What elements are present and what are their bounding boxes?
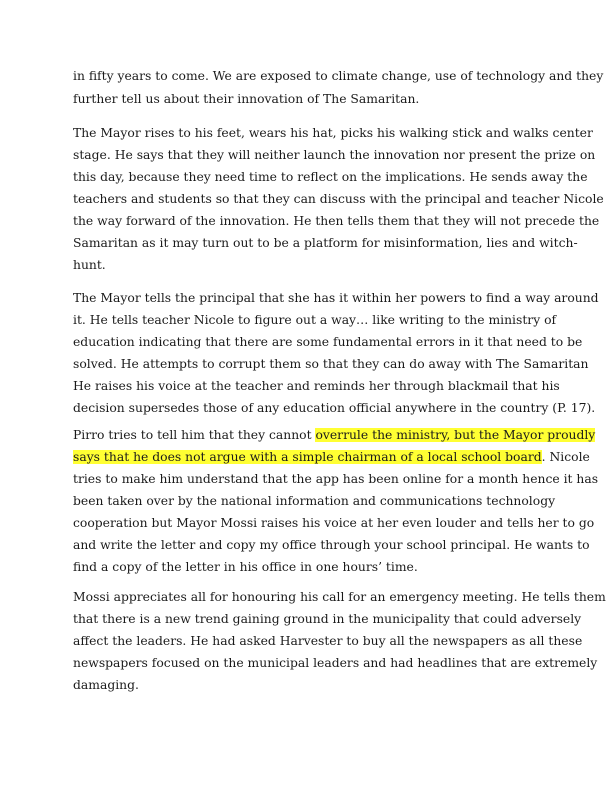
text-line: stage. He says that they will neither launch the innovation nor present the prize on <box>73 148 596 162</box>
text-line <box>73 448 590 466</box>
highlighted-text: says that he does not argue with a simple chairman of a local school board <box>73 450 542 464</box>
text-line: tries to make him understand that the app has been online for a month hence it has <box>73 472 599 486</box>
text-line: education indicating that there are some fundamental errors in it that need to be <box>73 335 583 349</box>
text-line: He raises his voice at the teacher and reminds her through blackmail that his <box>73 379 560 393</box>
text-line: find a copy of the letter in his office in one hours’ time. <box>73 560 418 574</box>
text-line: the way forward of the innovation. He then tells them that they will not precede the <box>73 214 600 228</box>
text-line: damaging. <box>73 678 139 692</box>
text-line: solved. He attempts to corrupt them so that they can do away with The Samaritan <box>73 357 589 371</box>
text-line: this day, because they need time to reflect on the implications. He sends away the <box>73 170 588 184</box>
text-line: that there is a new trend gaining ground in the municipality that could adversely <box>73 612 582 626</box>
text-line: been taken over by the national information and communications technology <box>73 494 556 508</box>
text-line: and write the letter and copy my office through your school principal. He wants to <box>73 538 590 552</box>
text-line: it. He tells teacher Nicole to figure out a way… like writing to the ministry of <box>73 313 557 327</box>
text-line: hunt. <box>73 258 106 272</box>
text-segment: . Nicole <box>541 450 590 464</box>
highlighted-text: overrule the ministry, but the Mayor proudly <box>315 428 596 442</box>
text-line: The Mayor rises to his feet, wears his hat, picks his walking stick and walks center <box>73 126 593 140</box>
text-line: Samaritan as it may turn out to be a platform for misinformation, lies and witch- <box>73 236 578 250</box>
text-line: newspapers focused on the municipal leaders and had headlines that are extremely <box>73 656 598 670</box>
text-segment: Pirro tries to tell him that they cannot <box>73 428 316 442</box>
text-line: further tell us about their innovation of The Samaritan. <box>73 92 420 106</box>
text-line: Mossi appreciates all for honouring his call for an emergency meeting. He tells them <box>73 590 606 604</box>
text-line: affect the leaders. He had asked Harvester to buy all the newspapers as all these <box>73 634 583 648</box>
text-line: teachers and students so that they can discuss with the principal and teacher Nicole <box>73 192 604 206</box>
text-line: decision supersedes those of any education official anywhere in the country (P. 17). <box>73 401 596 415</box>
text-line: cooperation but Mayor Mossi raises his voice at her even louder and tells her to go <box>73 516 595 530</box>
text-line: The Mayor tells the principal that she has it within her powers to find a way around <box>73 291 599 305</box>
text-line <box>73 426 595 444</box>
text-line: in fifty years to come. We are exposed to climate change, use of technology and they <box>73 69 604 83</box>
